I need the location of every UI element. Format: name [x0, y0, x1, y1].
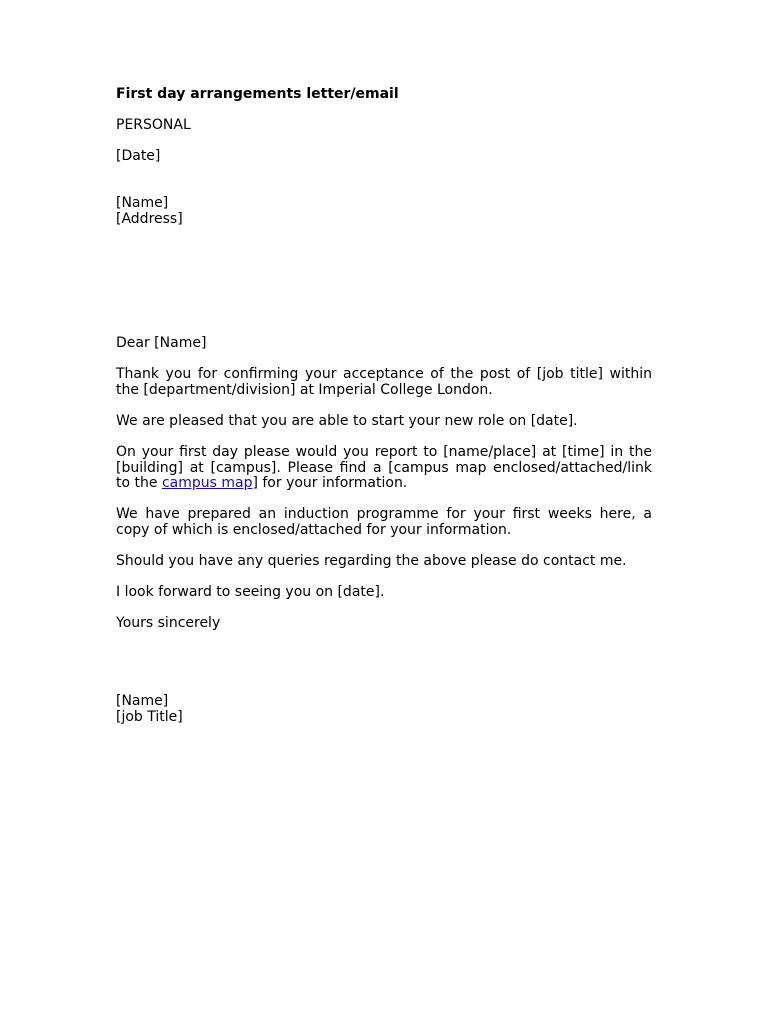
- first-day-text-end: ] for your information.: [252, 475, 408, 491]
- document-title: First day arrangements letter/email: [116, 86, 399, 102]
- recipient-block: [116, 196, 652, 227]
- paragraph-first-day: [116, 445, 652, 492]
- signature-job-title: [job Title]: [116, 708, 183, 725]
- closing: Yours sincerely: [116, 615, 221, 631]
- signature-block: [116, 694, 652, 725]
- signature-name: [Name]: [116, 693, 169, 709]
- paragraph-induction: We have prepared an induction programme for your first weeks here, a copy of which is enclosed/attached for your information.: [116, 506, 652, 538]
- date-placeholder: [Date]: [116, 148, 161, 164]
- first-day-text-start: On your first day please would you report to [name/place] at [time] in the [building] at [campus]. Please find a [campus map enclosed/attached/link to the: [116, 444, 652, 491]
- paragraph-acceptance: Thank you for confirming your acceptance of the post of [job title] within the [department/division] at Imperial College London.: [116, 366, 652, 398]
- personal-marking: PERSONAL: [116, 117, 191, 133]
- recipient-address: [Address]: [116, 210, 183, 227]
- paragraph-start-date: We are pleased that you are able to start your new role on [date].: [116, 413, 578, 429]
- paragraph-queries: Should you have any queries regarding the above please do contact me.: [116, 553, 627, 569]
- recipient-name: [Name]: [116, 195, 169, 211]
- salutation: Dear [Name]: [116, 335, 207, 351]
- paragraph-look-forward: I look forward to seeing you on [date].: [116, 584, 385, 600]
- campus-map-link[interactable]: campus map: [161, 475, 253, 491]
